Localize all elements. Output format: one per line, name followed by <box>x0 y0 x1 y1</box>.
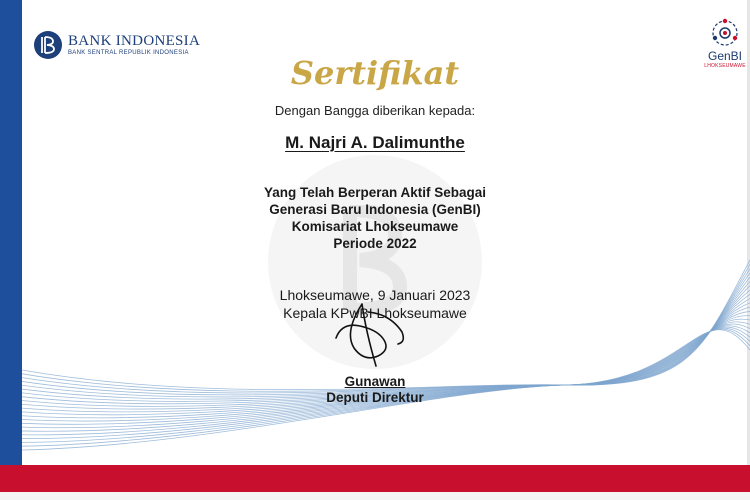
recipient-name: M. Najri A. Dalimunthe <box>285 133 465 152</box>
bank-name: BANK INDONESIA <box>68 33 201 49</box>
role-line: Generasi Baru Indonesia (GenBI) <box>269 202 481 217</box>
role-line: Yang Telah Berperan Aktif Sebagai <box>263 185 487 200</box>
role-line: Komisariat Lhokseumawe <box>291 219 459 234</box>
genbi-subtitle: LHOKSEUMAWE <box>704 63 746 69</box>
position-line: Kepala KPwBI Lhokseumawe <box>283 305 467 321</box>
given-text: Dengan Bangga diberikan kepada: <box>274 103 476 118</box>
bottom-strip <box>0 492 750 500</box>
recipient-name-wrap <box>0 133 750 153</box>
signer-block <box>0 374 750 406</box>
bottom-red-bar <box>0 465 750 492</box>
genbi-emblem-icon <box>708 16 742 50</box>
signer-title: Deputi Direktur <box>326 390 424 405</box>
role-line: Periode 2022 <box>333 236 417 251</box>
place-date: Lhokseumawe, 9 Januari 2023 <box>279 287 471 303</box>
bank-subtitle: BANK SENTRAL REPUBLIK INDONESIA <box>68 50 189 56</box>
certificate-title: Sertifikat <box>290 54 460 92</box>
signer-name: Gunawan <box>344 374 406 389</box>
genbi-name: GenBI <box>707 49 743 63</box>
handwritten-signature <box>332 292 412 372</box>
role-description <box>0 184 750 252</box>
